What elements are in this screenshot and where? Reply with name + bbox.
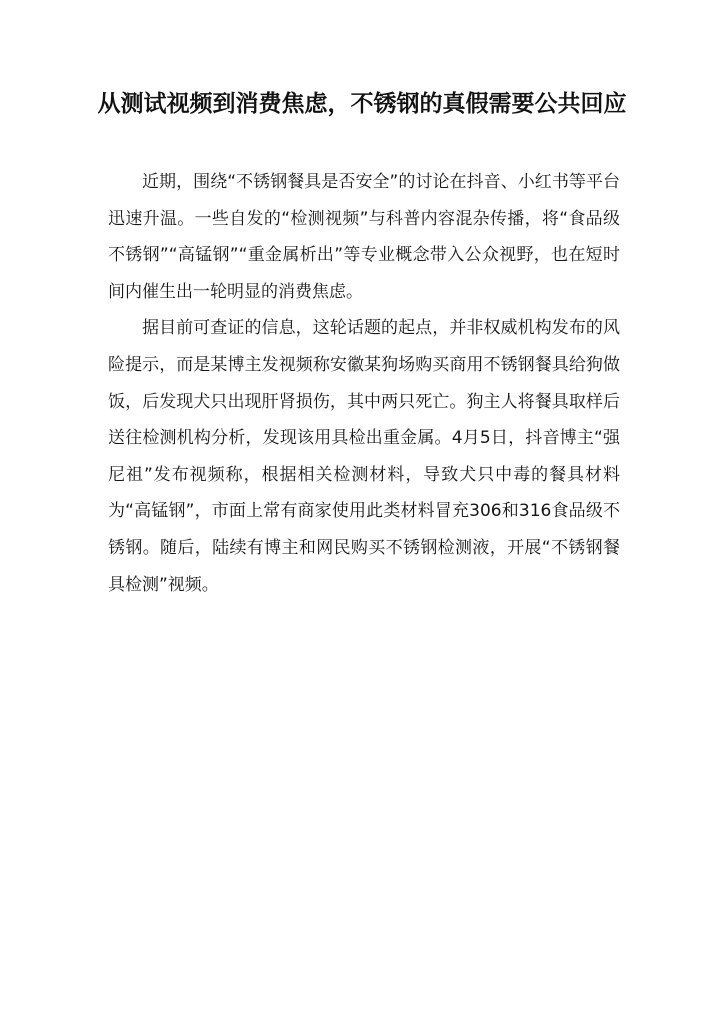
paragraph-2: 据目前可查证的信息，这轮话题的起点，并非权威机构发布的风险提示，而是某博主发视频称安徽某狗场购买商用不锈钢餐具给狗做饭，后发现犬只出现肝肾损伤，其中两只死亡。狗主人将餐具取样后送往检测机构分析，发现该用具检出重金属。4月5日，抖音博主“强尼祖”发布视频称，根据相关检测材料，导致犬只中毒的餐具材料为“高锰钢”，市面上常有商家使用此类材料冒充306和316食品级不锈钢。随后，陆续有博主和网民购买不锈钢检测液，开展“不锈钢餐具检测”视频。 [108, 318, 620, 595]
document-title: 从测试视频到消费焦虑，不锈钢的真假需要公共回应 [97, 90, 627, 117]
document-body [108, 164, 620, 603]
paragraph-1: 近期，围绕“不锈钢餐具是否安全”的讨论在抖音、小红书等平台迅速升温。一些自发的“检测视频”与科普内容混杂传播，将“食品级不锈钢”“高锰钢”“重金属析出”等专业概念带入公众视野，也在短时间内催生出一轮明显的消费焦虑。 [108, 172, 620, 302]
